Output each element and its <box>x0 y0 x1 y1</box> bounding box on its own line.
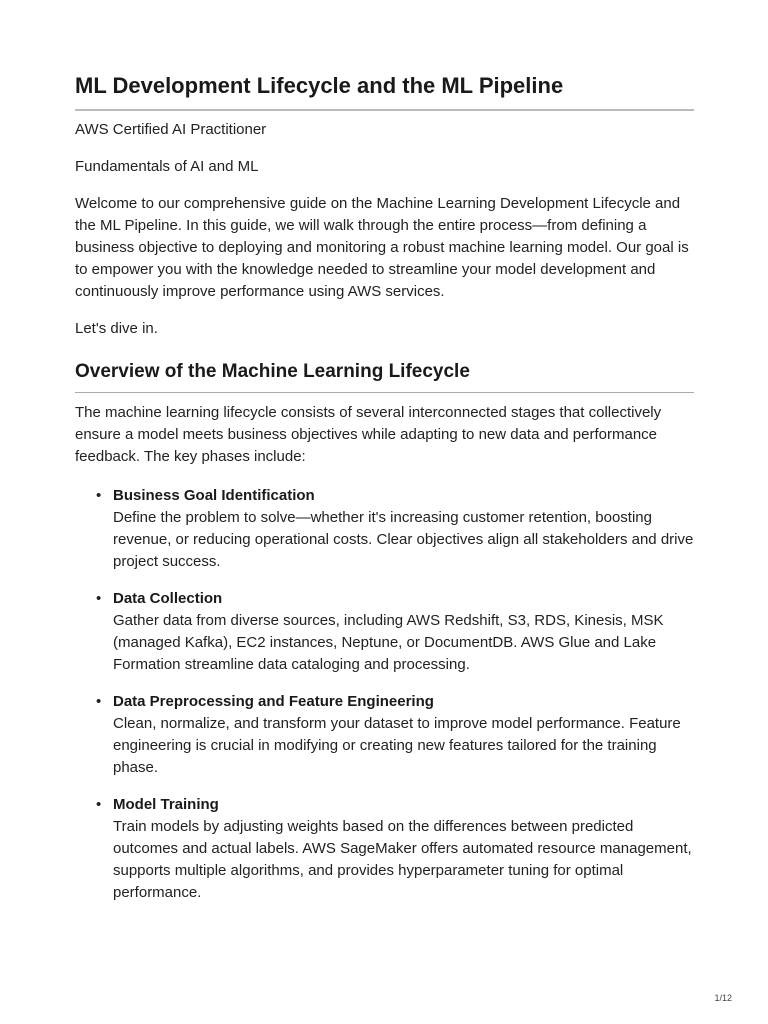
page-number: 1/12 <box>714 993 732 1003</box>
bullet-icon: • <box>96 796 102 813</box>
bullet-icon: • <box>96 590 102 607</box>
section-heading-overview: Overview of the Machine Learning Lifecycle <box>75 361 470 382</box>
section-divider <box>75 392 694 393</box>
phase-description: Gather data from diverse sources, including AWS Redshift, S3, RDS, Kinesis, MSK (managed Kafka), EC2 instances, Neptune, or DocumentDB. AWS Glue and Lake Formation streamline data cataloging and processing. <box>113 612 664 673</box>
overview-intro-paragraph: The machine learning lifecycle consists of several interconnected stages that collectively ensure a model meets business objectives while adapting to new data and performance feedback. The key phases include: <box>75 404 662 465</box>
title-divider <box>75 109 694 111</box>
page-title: ML Development Lifecycle and the ML Pipeline <box>75 73 564 98</box>
subcategory-label: Fundamentals of AI and ML <box>75 158 259 175</box>
phase-description: Define the problem to solve—whether it's increasing customer retention, boosting revenue, or reducing operational costs. Clear objectives align all stakeholders and drive project success. <box>113 509 694 570</box>
phase-description: Clean, normalize, and transform your dataset to improve model performance. Feature engineering is crucial in modifying or creating new features tailored for the training phase. <box>113 715 681 776</box>
phase-list <box>75 485 694 904</box>
document-page <box>75 0 694 919</box>
phase-title: Model Training <box>113 796 219 813</box>
bullet-icon: • <box>96 693 102 710</box>
category-label: AWS Certified AI Practitioner <box>75 121 267 138</box>
list-item <box>75 588 694 676</box>
list-item <box>75 485 694 573</box>
list-item <box>75 691 694 779</box>
phase-title: Business Goal Identification <box>113 487 315 504</box>
lead-in-paragraph: Let's dive in. <box>75 320 158 337</box>
list-item <box>75 794 694 904</box>
phase-title: Data Collection <box>113 590 223 607</box>
phase-title: Data Preprocessing and Feature Engineering <box>113 693 434 710</box>
phase-description: Train models by adjusting weights based on the differences between predicted outcomes and actual labels. AWS SageMaker offers automated resource management, supports multiple algorithms, and provides hyperparameter tuning for optimal performance. <box>113 818 692 901</box>
intro-paragraph: Welcome to our comprehensive guide on the Machine Learning Development Lifecycle and the ML Pipeline. In this guide, we will walk through the entire process—from defining a business objective to deploying and monitoring a robust machine learning model. Our goal is to empower you with the knowledge needed to streamline your model development and continuously improve performance using AWS services. <box>75 195 689 300</box>
bullet-icon: • <box>96 487 102 504</box>
